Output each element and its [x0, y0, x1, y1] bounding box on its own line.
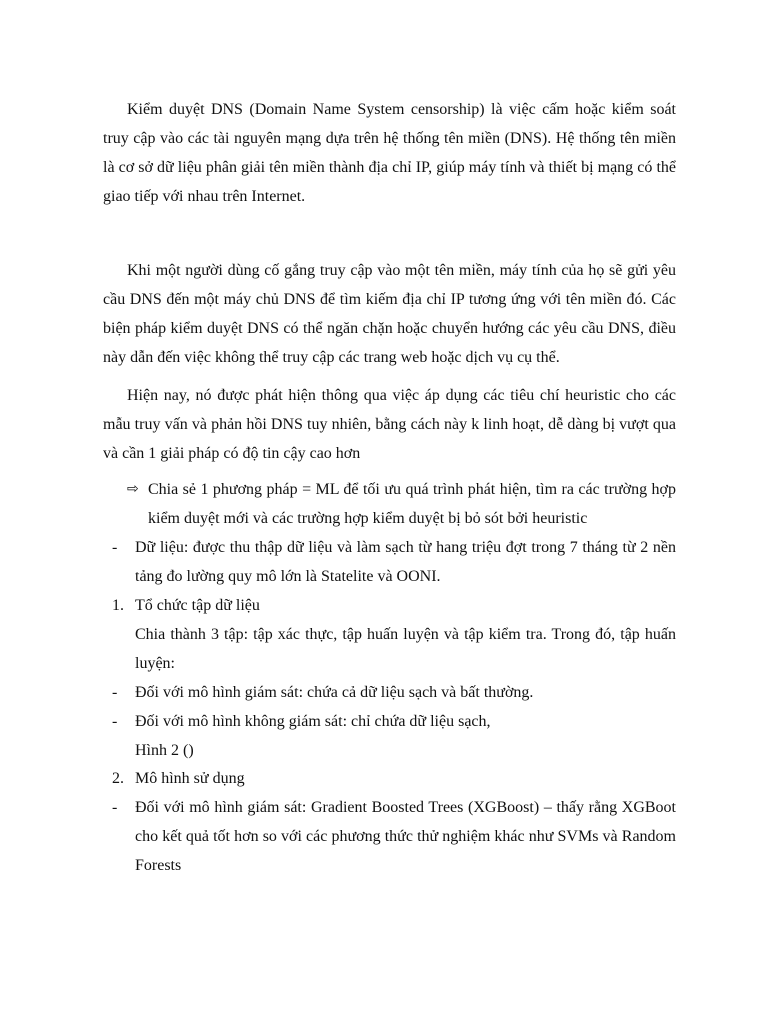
section-number-2: 2. — [112, 770, 124, 787]
arrow-list-item: Chia sẻ 1 phương pháp = ML để tối ưu quá trình phát hiện, tìm ra các trường hợp kiểm duyệt mới và các trường hợp kiểm duyệt bị bỏ sót bởi heuristic — [148, 481, 676, 527]
paragraph-heuristic: Hiện nay, nó được phát hiện thông qua việc áp dụng các tiêu chí heuristic cho các mẫu truy vấn và phản hồi DNS tuy nhiên, bằng cách này k linh hoạt, dễ dàng bị vượt qua và cần 1 giải pháp có độ tin cậy cao hơn — [103, 387, 676, 462]
list-item-data: Dữ liệu: được thu thập dữ liệu và làm sạch từ hang triệu đợt trong 7 tháng từ 2 nền tảng đo lường quy mô lớn là Statelite và OONI. — [135, 539, 676, 585]
dash-bullet-marker: - — [112, 799, 118, 816]
dash-bullet-marker: - — [112, 684, 118, 701]
section-title-dataset: Tổ chức tập dữ liệu — [135, 597, 260, 614]
section-title-model: Mô hình sử dụng — [135, 770, 245, 787]
list-item-unsupervised-data: Đối với mô hình không giám sát: chỉ chứa dữ liệu sạch, — [135, 713, 491, 730]
list-item-supervised-data: Đối với mô hình giám sát: chứa cả dữ liệu sạch và bất thường. — [135, 684, 534, 701]
arrow-bullet-icon: ⇨ — [127, 481, 139, 497]
figure-reference: Hình 2 () — [135, 742, 194, 759]
paragraph-dns-request: Khi một người dùng cố gắng truy cập vào một tên miền, máy tính của họ sẽ gửi yêu cầu DNS đến một máy chủ DNS để tìm kiếm địa chỉ IP tương ứng với tên miền đó. Các biện pháp kiểm duyệt DNS có thể ngăn chặn hoặc chuyển hướng các yêu cầu DNS, điều này dẫn đến việc không thể truy cập các trang web hoặc dịch vụ cụ thể. — [103, 262, 676, 366]
list-item-supervised-model: Đối với mô hình giám sát: Gradient Boosted Trees (XGBoost) – thấy rằng XGBoot cho kết quả tốt hơn so với các phương thức thử nghiệm khác như SVMs và Random Forests — [135, 799, 676, 874]
dash-bullet-marker: - — [112, 713, 118, 730]
section-body-dataset: Chia thành 3 tập: tập xác thực, tập huấn luyện và tập kiểm tra. Trong đó, tập huấn luyện: — [135, 626, 676, 672]
section-number-1: 1. — [112, 597, 124, 614]
dash-bullet-marker: - — [112, 539, 118, 556]
paragraph-dns-definition: Kiểm duyệt DNS (Domain Name System censorship) là việc cấm hoặc kiểm soát truy cập vào các tài nguyên mạng dựa trên hệ thống tên miền (DNS). Hệ thống tên miền là cơ sở dữ liệu phân giải tên miền thành địa chỉ IP, giúp máy tính và thiết bị mạng có thể giao tiếp với nhau trên Internet. — [103, 101, 676, 205]
